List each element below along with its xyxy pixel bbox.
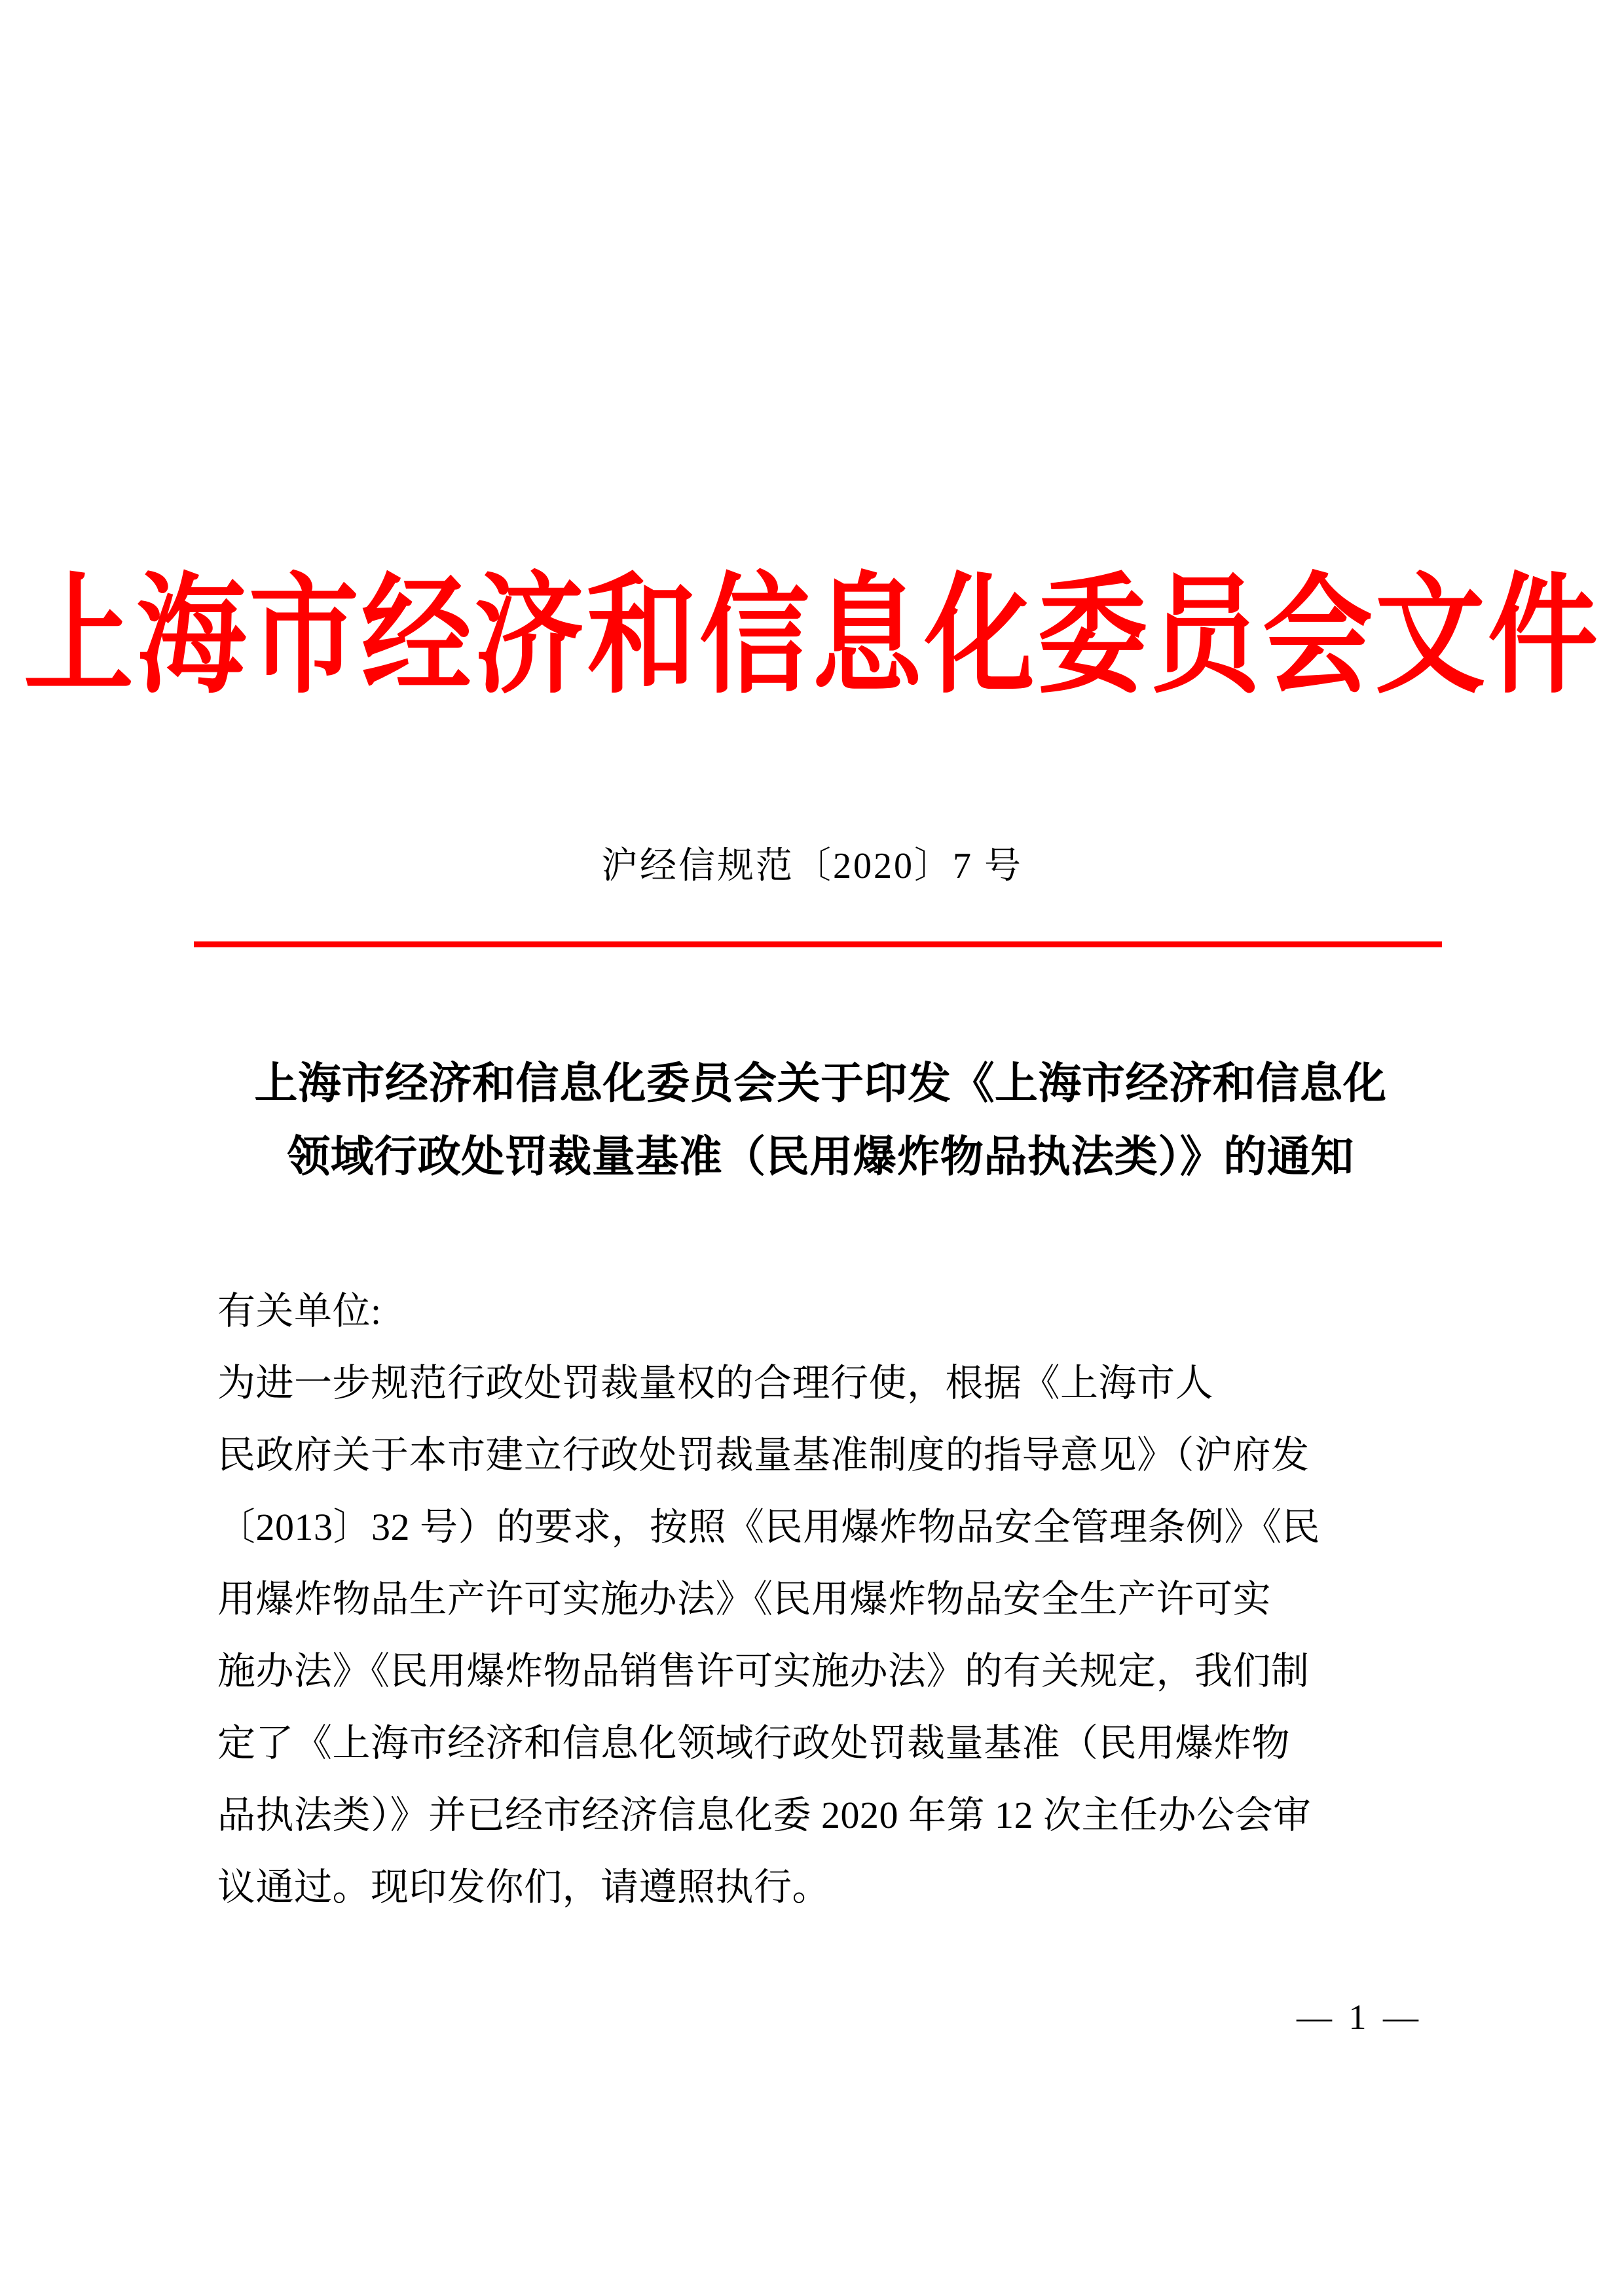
- red-separator-rule: [194, 941, 1442, 947]
- body-line: 〔2013〕32 号）的要求，按照《民用爆炸物品安全管理条例》《民: [217, 1506, 1321, 1548]
- body-line: 为进一步规范行政处罚裁量权的合理行使，根据《上海市人: [217, 1362, 1214, 1404]
- body-line: 民政府关于本市建立行政处罚裁量基准制度的指导意见》（沪府发: [217, 1434, 1310, 1476]
- document-heading-line: 上海市经济和信息化委员会关于印发《上海市经济和信息化: [254, 1060, 1387, 1108]
- body-line: 施办法》《民用爆炸物品销售许可实施办法》的有关规定，我们制: [217, 1650, 1310, 1692]
- masthead-title: 上海市经济和信息化委员会文件: [24, 565, 1600, 710]
- masthead: [0, 563, 1624, 710]
- page-number: — 1 —: [1297, 1997, 1422, 2037]
- document-number-row: [0, 843, 1624, 889]
- body-line: 议通过。现印发你们，请遵照执行。: [217, 1866, 831, 1908]
- document-heading-line: 领域行政处罚裁量基准（民用爆炸物品执法类）》的通知: [287, 1133, 1354, 1181]
- body-line: 定了《上海市经济和信息化领域行政处罚裁量基准（民用爆炸物: [217, 1722, 1291, 1764]
- body-line: 用爆炸物品生产许可实施办法》《民用爆炸物品安全生产许可实: [217, 1578, 1272, 1620]
- body-salutation: 有关单位:: [217, 1290, 382, 1332]
- document-number: 沪经信规范〔2020〕7 号: [601, 846, 1023, 886]
- document-heading: [208, 1048, 1433, 1194]
- body-line: 品执法类）》并已经市经济信息化委 2020 年第 12 次主任办公会审: [217, 1794, 1312, 1836]
- document-body: [217, 1275, 1422, 1923]
